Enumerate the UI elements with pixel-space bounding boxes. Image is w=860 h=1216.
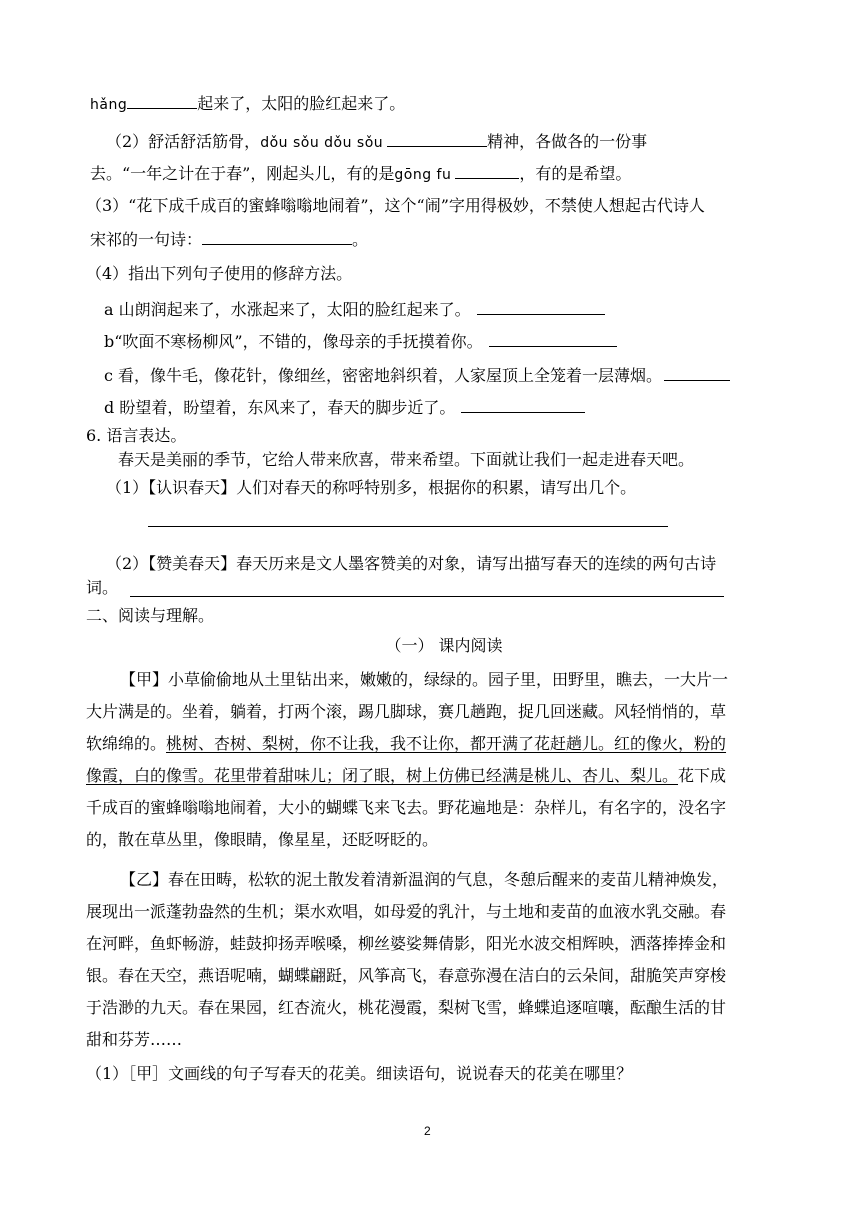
passage-text: 【乙】春在田畴，松软的泥土散发着清新温润的气息，冬憩后醒来的麦苗儿精神焕发， <box>120 870 729 889</box>
question-text: 词。 <box>86 578 119 597</box>
question-text: 宋祁的一句诗： <box>90 230 203 249</box>
q5-sub4-b <box>104 330 617 352</box>
passage-text: 于浩渺的九天。春在果园，红杏流火，桃花漫霞，梨树飞雪，蜂蝶追逐喧嚷，酝酿生活的甘 <box>86 998 727 1017</box>
sentence-text: 起来了，太阳的脸红起来了。 <box>197 94 406 113</box>
passage-text: 千成百的蜜蜂嗡嗡地闹着，大小的蝴蝶飞来飞去。野花遍地是：杂样儿，有名字的，没名字 <box>86 798 727 817</box>
passage-yi-line <box>86 998 726 1018</box>
passage-jia-line <box>86 702 726 722</box>
question-text: 去。“一年之计在于春”，刚起头儿，有的是 <box>90 164 395 183</box>
answer-blank[interactable] <box>202 228 352 245</box>
answer-blank[interactable] <box>127 92 197 109</box>
question-text: （2）舒活舒活筋骨， <box>106 132 261 151</box>
passage-text: 银。春在天空，燕语呢喃，蝴蝶翩跹，风筝高飞，春意弥漫在洁白的云朵间，甜脆笑声穿梭 <box>86 966 727 985</box>
underlined-text: 桃树、杏树、梨树，你不让我，我不让你，都开满了花赶趟儿。红的像火，粉的 <box>166 734 727 753</box>
passage-jia-line <box>86 830 438 850</box>
question-text: a 山朗润起来了，水涨起来了，太阳的脸红起来了。 <box>104 300 471 319</box>
passage-jia-line <box>120 670 728 690</box>
passage-text: 软绵绵的。 <box>86 734 167 753</box>
answer-line[interactable] <box>148 526 668 527</box>
answer-blank[interactable] <box>461 396 585 413</box>
underlined-text: 像霞，白的像雪。花里带着甜味儿；闭了眼，树上仿佛已经满是桃儿、杏儿、梨儿。 <box>86 766 679 785</box>
answer-blank[interactable] <box>664 364 730 381</box>
q6-sub2-line1 <box>106 554 716 574</box>
punctuation: 。 <box>352 230 369 249</box>
question-last <box>86 1064 632 1084</box>
pinyin-text: gōng fu <box>394 167 452 183</box>
answer-blank[interactable] <box>489 330 617 347</box>
passage-yi-line <box>120 870 728 890</box>
passage-text: 在河畔，鱼虾畅游，蛙鼓抑扬弄喉嗓，柳丝婆娑舞倩影，阳光水波交相辉映，洒落捧捧金和 <box>86 934 727 953</box>
passage-yi-line <box>86 1030 182 1050</box>
passage-jia-line <box>86 766 726 786</box>
passage-jia-line <box>86 734 726 754</box>
q5-line1 <box>90 92 405 115</box>
q5-sub4-a <box>104 298 605 320</box>
answer-blank[interactable] <box>455 162 519 179</box>
page-number: 2 <box>424 1124 431 1138</box>
q6-sub2-line2 <box>86 578 118 598</box>
question-text: （4）指出下列句子使用的修辞方法。 <box>86 264 353 283</box>
q5-sub2-line2 <box>90 162 631 185</box>
question-text: ，有的是希望。 <box>519 164 632 183</box>
passage-text: 甜和芬芳…… <box>86 1030 183 1049</box>
pinyin-text: hǎng <box>90 97 128 113</box>
answer-blank[interactable] <box>477 298 605 315</box>
question-text: （1）［甲］文画线的句子写春天的花美。细读语句，说说春天的花美在哪里？ <box>86 1064 633 1083</box>
q5-sub4-d <box>104 396 585 418</box>
q5-sub4-c <box>104 364 730 386</box>
q5-sub3-line1 <box>86 196 705 216</box>
question-text: （3）“花下成千成百的蜜蜂嗡嗡地闹着”，这个“闹”字用得极妙，不禁使人想起古代诗人 <box>86 196 705 215</box>
question-title: 6. 语言表达。 <box>86 426 187 445</box>
passage-yi-line <box>86 902 726 922</box>
passage-text: 大片满是的。坐着，躺着，打两个滚，踢几脚球，赛几趟跑，捉几回迷藏。风轻悄悄的，草 <box>86 702 727 721</box>
question-text: （2）【赞美春天】春天历来是文人墨客赞美的对象，请写出描写春天的连续的两句古诗 <box>106 554 717 573</box>
section-title <box>86 606 214 626</box>
question-text: 春天是美丽的季节，它给人带来欣喜，带来希望。下面就让我们一起走进春天吧。 <box>118 450 695 469</box>
question-text: c 看，像牛毛，像花针，像细丝，密密地斜织着，人家屋顶上全笼着一层薄烟。 <box>104 366 663 385</box>
question-text: 精神，各做各的一份事 <box>487 132 648 151</box>
passage-jia-line <box>86 798 726 818</box>
q6-sub1 <box>106 478 636 498</box>
passage-yi-line <box>86 966 726 986</box>
q5-sub4-title <box>86 264 352 284</box>
section-subtitle <box>0 636 860 656</box>
question-text: d 盼望着，盼望着，东风来了，春天的脚步近了。 <box>104 398 456 417</box>
q5-sub3-line2 <box>90 228 368 250</box>
q5-sub2-line1 <box>106 130 647 153</box>
passage-yi-line <box>86 934 726 954</box>
passage-text: 展现出一派蓬勃盎然的生机；渠水欢唱，如母爱的乳汁，与土地和麦苗的血液水乳交融。春 <box>86 902 727 921</box>
answer-line[interactable] <box>130 596 724 597</box>
passage-text: 【甲】小草偷偷地从土里钻出来，嫩嫩的，绿绿的。园子里，田野里，瞧去，一大片一 <box>120 670 729 689</box>
passage-text: 的，散在草丛里，像眼睛，像星星，还眨呀眨的。 <box>86 830 439 849</box>
pinyin-text: dǒu sǒu dǒu sǒu <box>260 135 384 151</box>
subsection-heading: （一） 课内阅读 <box>385 636 503 655</box>
question-text: （1）【认识春天】人们对春天的称呼特别多，根据你的积累，请写出几个。 <box>106 478 637 497</box>
answer-blank[interactable] <box>387 130 487 147</box>
question-text: b“吹面不寒杨柳风”，不错的，像母亲的手抚摸着你。 <box>104 332 483 351</box>
passage-text: 花下成 <box>678 766 727 785</box>
q6-intro <box>118 450 694 470</box>
section-heading: 二、阅读与理解。 <box>86 606 215 625</box>
q6-title <box>86 426 186 446</box>
